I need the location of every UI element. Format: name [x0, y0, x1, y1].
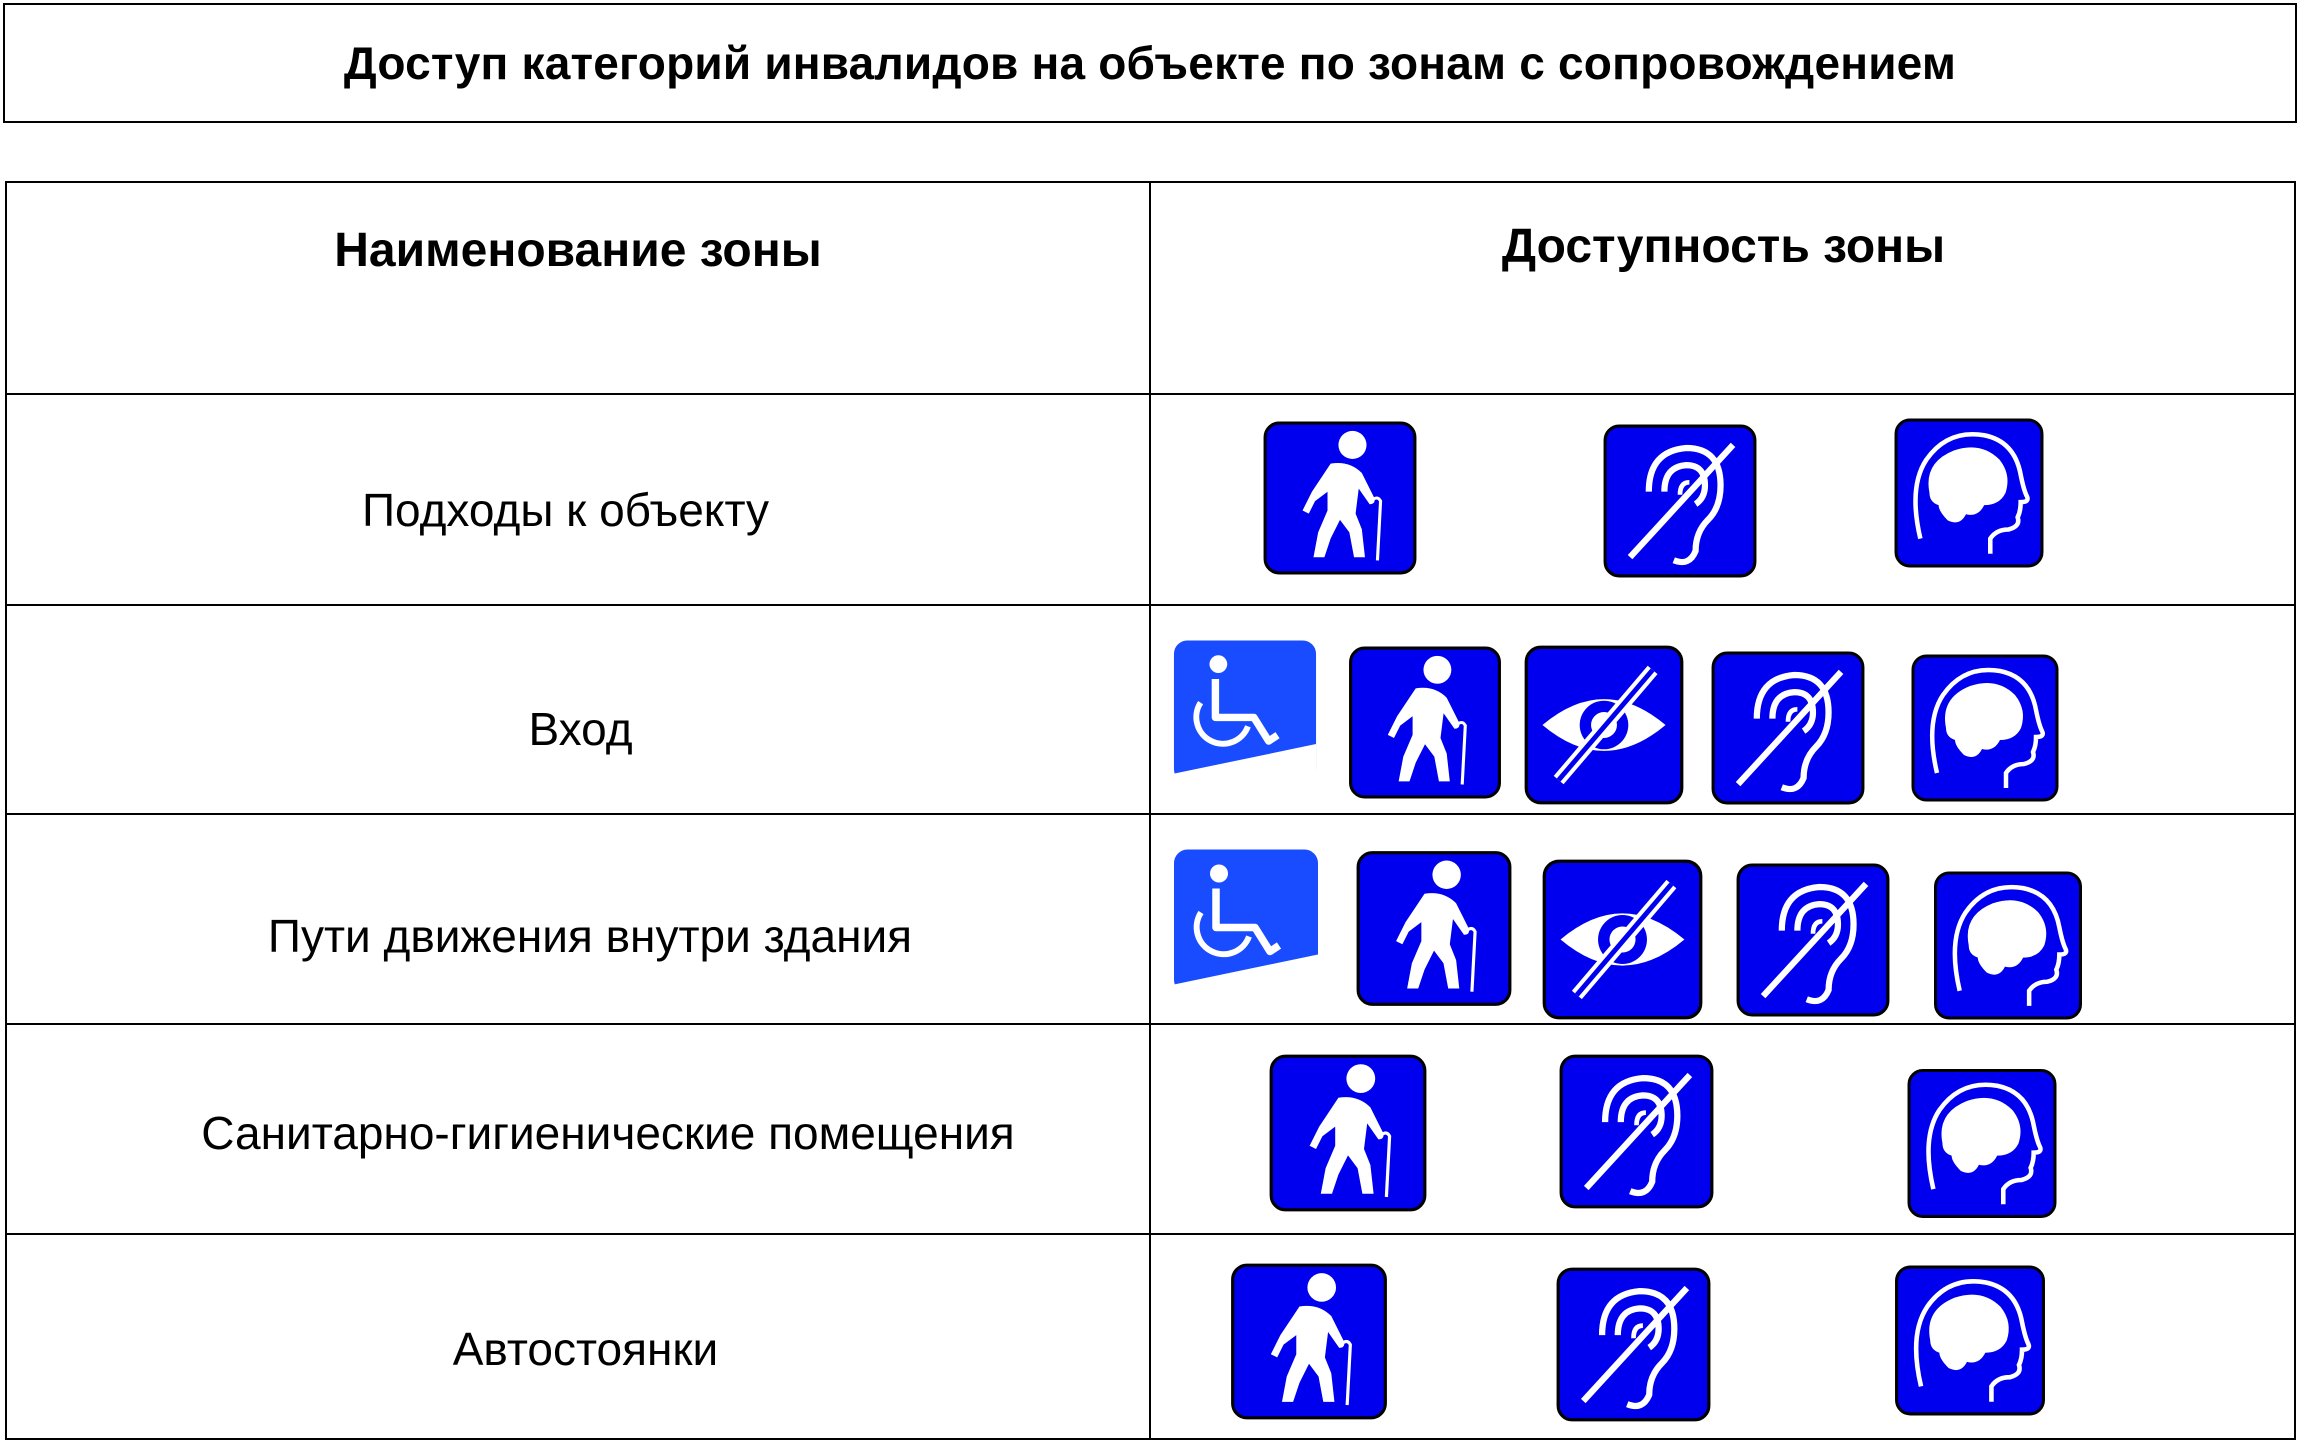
table-header-row — [7, 183, 2294, 393]
elderly-cane-icon — [1355, 849, 1513, 1008]
zone-name: Вход — [528, 703, 633, 755]
hearing-impaired-icon — [1558, 1053, 1715, 1210]
header-zone-access: Доступность зоны — [1501, 220, 1946, 273]
visually-impaired-icon — [1522, 644, 1686, 806]
wheelchair-ramp-icon — [1171, 634, 1319, 789]
hearing-impaired-icon — [1710, 650, 1866, 806]
zones-table — [5, 181, 2296, 1440]
mental-disability-icon — [1906, 1067, 2058, 1220]
page-title: Доступ категорий инвалидов на объекте по зонам с сопровождением — [343, 37, 1957, 89]
hearing-impaired-icon — [1555, 1266, 1712, 1423]
table-row — [7, 604, 2294, 813]
elderly-cane-icon — [1268, 1053, 1428, 1213]
table-row — [7, 393, 2294, 604]
table-row — [7, 1233, 2294, 1440]
mental-disability-icon — [1931, 870, 2085, 1021]
mental-disability-icon — [1908, 653, 2062, 803]
elderly-cane-icon — [1346, 645, 1504, 800]
zone-name: Пути движения внутри здания — [267, 910, 913, 962]
mental-disability-icon — [1893, 1264, 2047, 1417]
title-box — [3, 3, 2297, 123]
mental-disability-icon — [1893, 417, 2045, 569]
zone-name: Санитарно-гигиенические помещения — [201, 1107, 1015, 1159]
table-row — [7, 813, 2294, 1023]
visually-impaired-icon — [1540, 858, 1705, 1021]
hearing-impaired-icon — [1602, 423, 1758, 579]
table-row — [7, 1023, 2294, 1233]
wheelchair-ramp-icon — [1171, 843, 1321, 1000]
elderly-cane-icon — [1229, 1262, 1389, 1421]
hearing-impaired-icon — [1735, 862, 1891, 1018]
zone-name: Автостоянки — [452, 1323, 719, 1375]
header-zone-name: Наименование зоны — [334, 224, 822, 277]
elderly-cane-icon — [1262, 419, 1418, 577]
zone-name: Подходы к объекту — [361, 484, 770, 536]
